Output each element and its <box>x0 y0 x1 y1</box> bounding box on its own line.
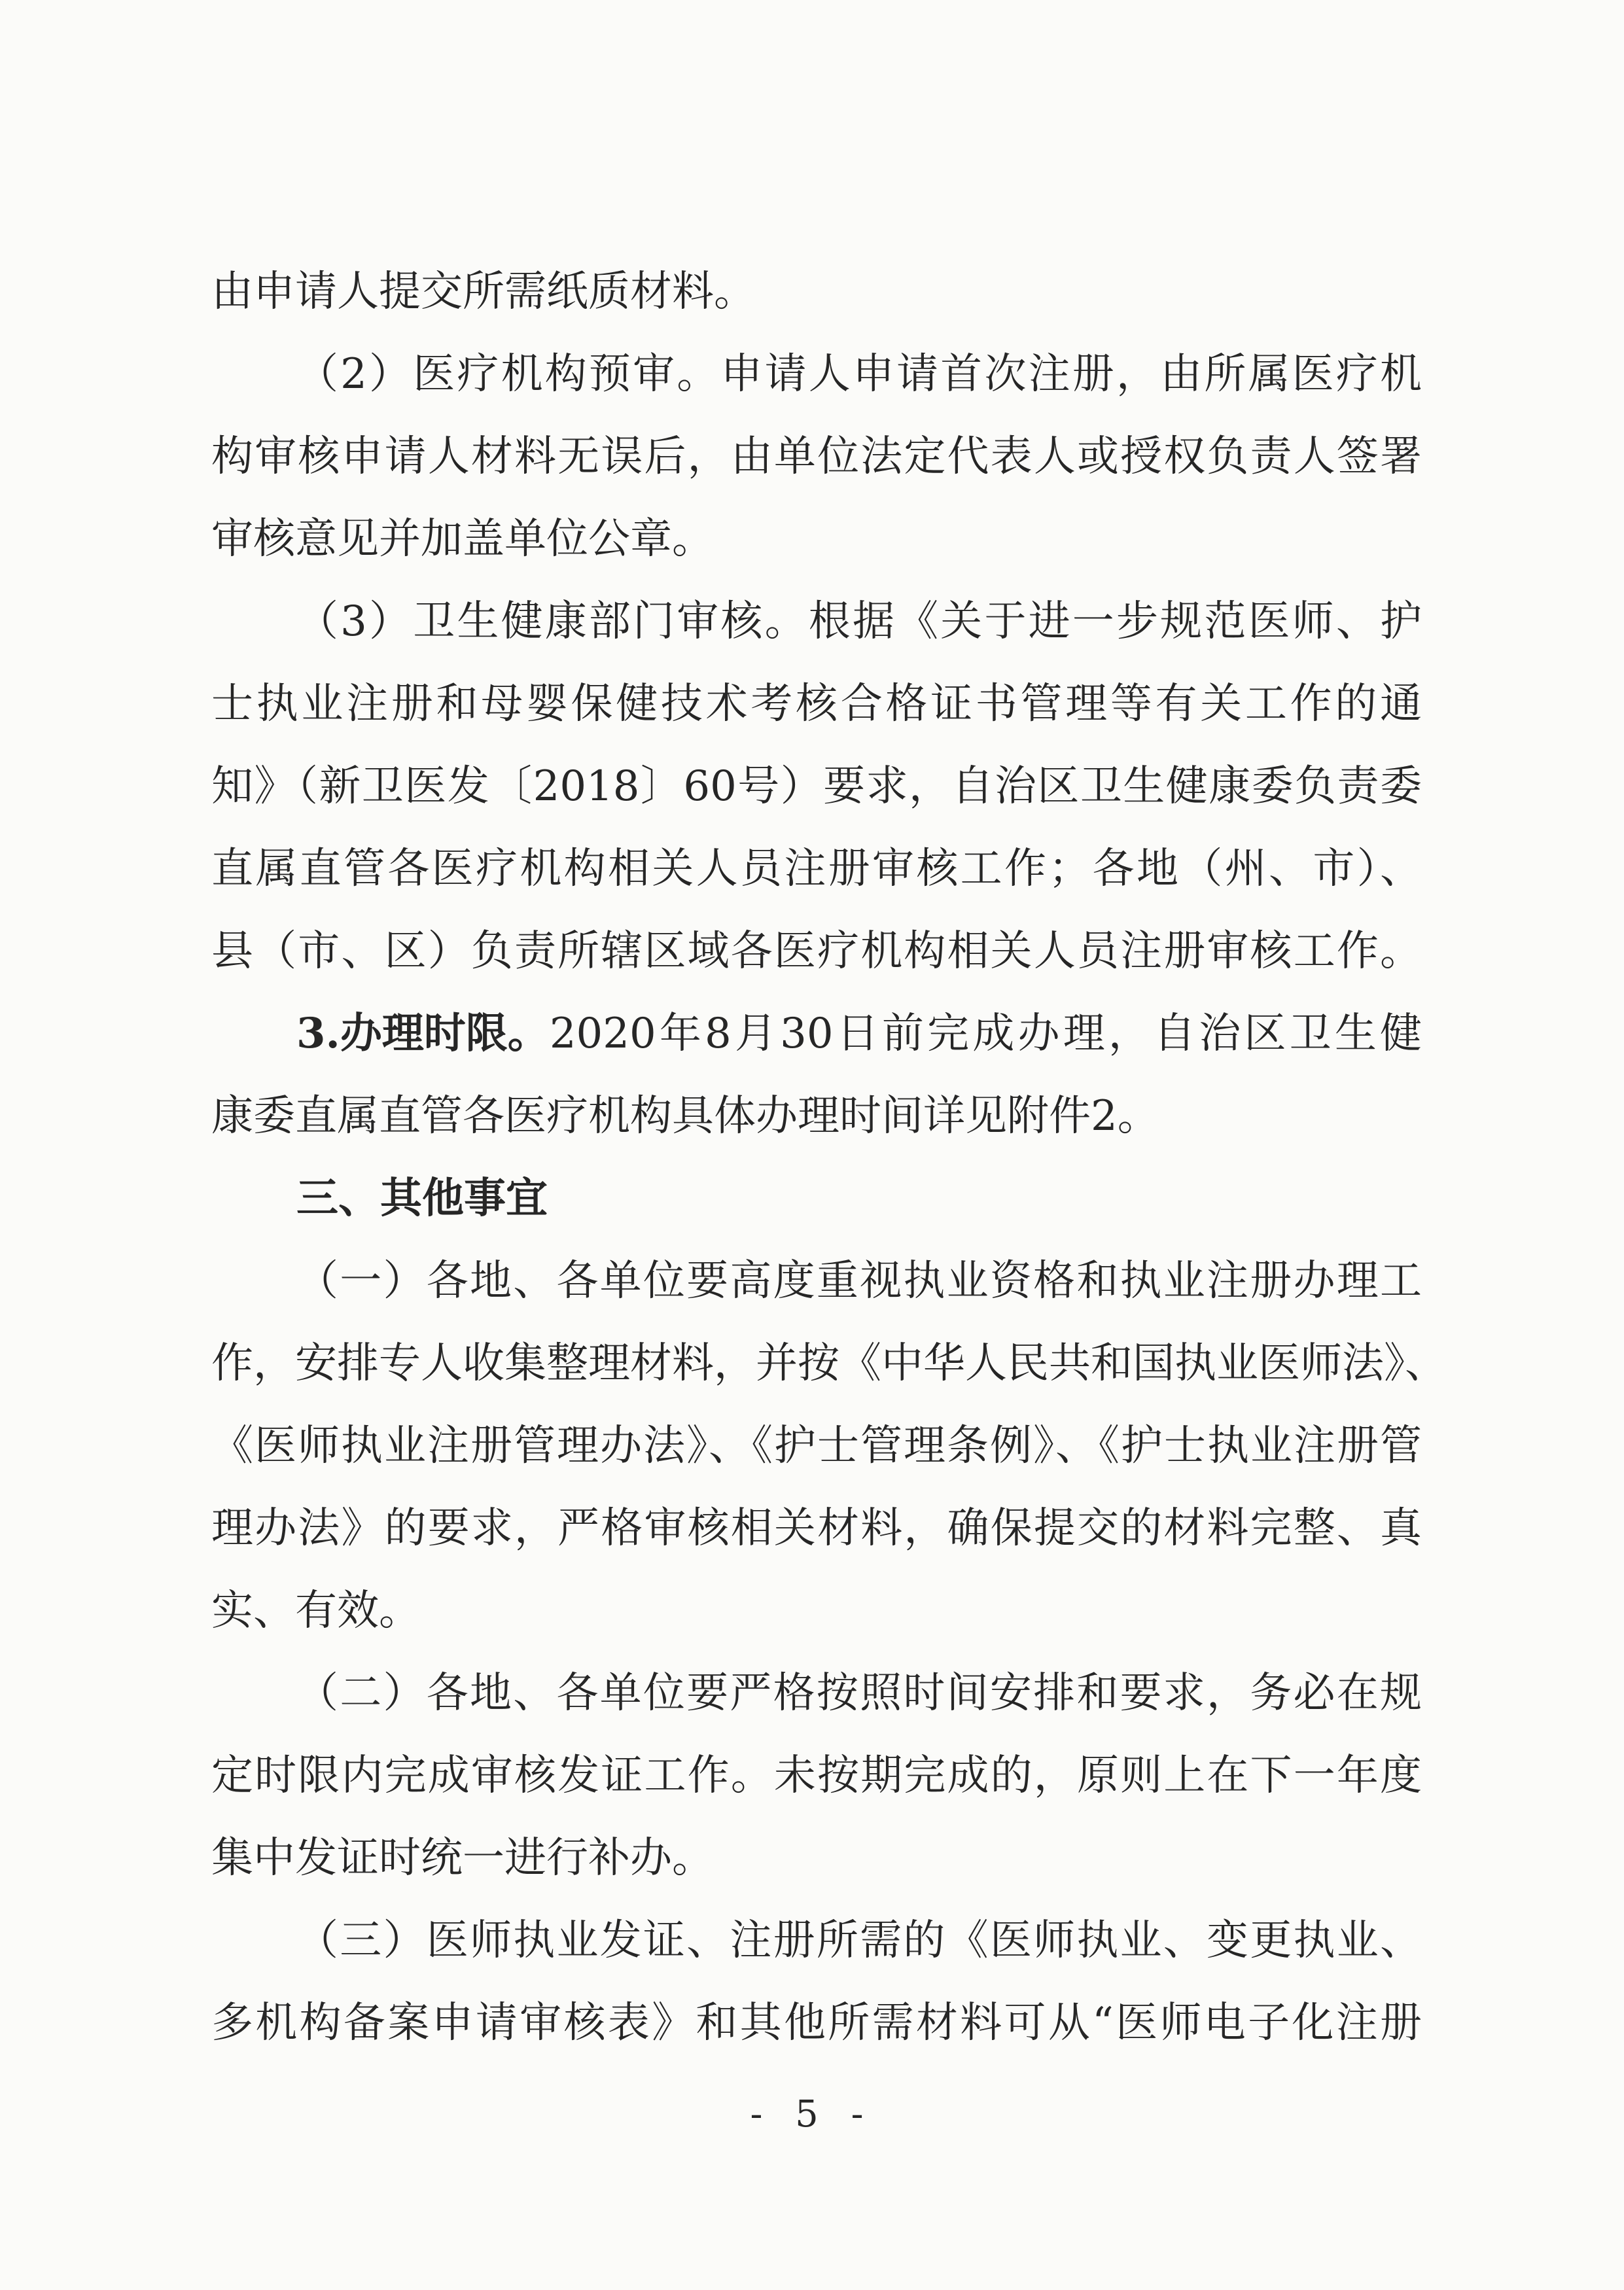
text-line-14: 作，安排专人收集整理材料，并按《中华人民共和国执业医师法》、 <box>211 1339 1447 1388</box>
text-line-7: 知》（新卫医发〔2018〕60号）要求，自治区卫生健康委负责委 <box>211 762 1422 811</box>
text-line-8: 直属直管各医疗机构相关人员注册审核工作；各地（州、市）、 <box>211 845 1422 893</box>
text-line-9: 县（市、区）负责所辖区域各医疗机构相关人员注册审核工作。 <box>211 927 1422 976</box>
text-line-18: （二）各地、各单位要严格按照时间安排和要求，务必在规 <box>296 1669 1422 1718</box>
text-line-2: （2）医疗机构预审。申请人申请首次注册，由所属医疗机 <box>296 350 1422 398</box>
text-line-5: （3）卫生健康部门审核。根据《关于进一步规范医师、护 <box>296 597 1422 646</box>
text-line-22: 多机构备案申请审核表》和其他所需材料可从“医师电子化注册 <box>211 1999 1422 2047</box>
text-line-16: 理办法》的要求，严格审核相关材料，确保提交的材料完整、真 <box>211 1504 1422 1553</box>
text-line-21: （三）医师执业发证、注册所需的《医师执业、变更执业、 <box>296 1916 1422 1965</box>
section-3-text: 2020年8月30日前完成办理，自治区卫生健 <box>549 1010 1422 1058</box>
text-line-13: （一）各地、各单位要高度重视执业资格和执业注册办理工 <box>296 1257 1422 1305</box>
text-line-11: 康委直属直管各医疗机构具体办理时间详见附件2。 <box>211 1092 1159 1140</box>
text-line-4: 审核意见并加盖单位公章。 <box>211 515 714 563</box>
text-line-1: 由申请人提交所需纸质材料。 <box>211 268 756 316</box>
text-line-3: 构审核申请人材料无误后，由单位法定代表人或授权负责人签署 <box>211 432 1422 481</box>
text-line-20: 集中发证时统一进行补办。 <box>211 1834 714 1882</box>
section-heading-other-matters: 三、其他事宜 <box>296 1174 548 1223</box>
text-line-19: 定时限内完成审核发证工作。未按期完成的，原则上在下一年度 <box>211 1752 1422 1800</box>
text-line-17: 实、有效。 <box>211 1587 421 1635</box>
text-line-10 <box>296 1001 1422 1066</box>
text-line-6: 士执业注册和母婴保健技术考核合格证书管理等有关工作的通 <box>211 680 1422 728</box>
section-3-label: 3.办理时限。 <box>296 1009 550 1058</box>
page-number: - 5 - <box>750 2093 874 2136</box>
text-line-15: 《医师执业注册管理办法》、《护士管理条例》、《护士执业注册管 <box>211 1422 1422 1470</box>
